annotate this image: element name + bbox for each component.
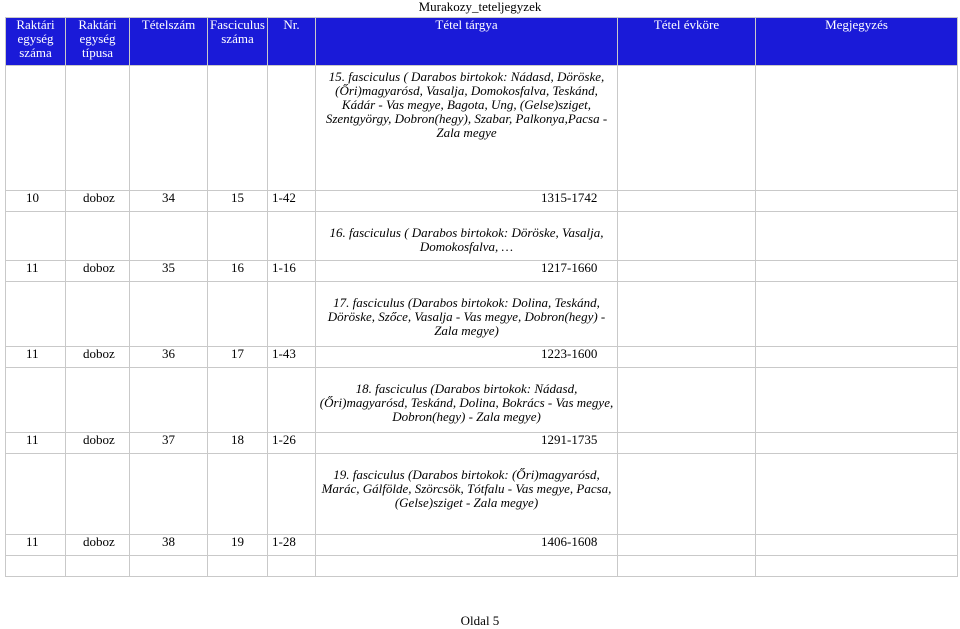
unit-number-cell: 10 — [6, 191, 66, 212]
item-number-cell: 36 — [130, 347, 208, 368]
fasciculus-cell: 16 — [208, 261, 268, 282]
item-subject: 18. fasciculus (Darabos birtokok: Nádasd, (Őri)magyarósd, Teskánd, Dolina, Bokrács - Vas megye, Dobron(hegy) - Zala megye) — [316, 368, 618, 433]
unit-number-cell: 11 — [6, 535, 66, 556]
column-header-subject: Tétel tárgya — [316, 18, 618, 66]
unit-type-cell: doboz — [66, 433, 130, 454]
item-number-cell: 34 — [130, 191, 208, 212]
nr-cell: 1-28 — [268, 535, 316, 556]
table-header-row — [6, 18, 958, 66]
unit-type-cell: doboz — [66, 191, 130, 212]
empty-row — [6, 556, 958, 577]
unit-number-cell: 11 — [6, 347, 66, 368]
item-subject: 16. fasciculus ( Darabos birtokok: Döröske, Vasalja, Domokosfalva, … — [316, 212, 618, 261]
notes-cell — [756, 261, 958, 282]
unit-type-cell: doboz — [66, 261, 130, 282]
unit-number-cell: 11 — [6, 261, 66, 282]
inventory-table — [5, 17, 958, 577]
nr-cell: 1-26 — [268, 433, 316, 454]
table-row — [6, 261, 958, 282]
item-number-cell: 35 — [130, 261, 208, 282]
unit-number-cell: 11 — [6, 433, 66, 454]
nr-cell: 1-43 — [268, 347, 316, 368]
subject-row — [6, 66, 958, 191]
fasciculus-cell: 17 — [208, 347, 268, 368]
page-footer — [0, 613, 960, 629]
fasciculus-cell: 19 — [208, 535, 268, 556]
item-number-cell: 38 — [130, 535, 208, 556]
years-cell: 1315-1742 — [618, 191, 756, 212]
table-row — [6, 191, 958, 212]
column-header-unit-type: Raktári egység típusa — [66, 18, 130, 66]
subject-row — [6, 454, 958, 535]
years-cell: 1291-1735 — [618, 433, 756, 454]
years-cell: 1406-1608 — [618, 535, 756, 556]
item-subject: 19. fasciculus (Darabos birtokok: (Őri)magyarósd, Marác, Gálfölde, Szörcsök, Tótfalu - Vas megye, Pacsa, (Gelse)sziget - Zala megye) — [316, 454, 618, 535]
item-subject: 15. fasciculus ( Darabos birtokok: Nádasd, Döröske, (Őri)magyarósd, Vasalja, Domokosfalva, Teskánd, Kádár - Vas megye, Bagota, Ung, (Gelse)sziget, Szentgyörgy, Dobron(hegy), Szabar, Palkonya,Pacsa - Zala megye — [316, 66, 618, 191]
years-cell: 1217-1660 — [618, 261, 756, 282]
column-header-unit-number: Raktári egység száma — [6, 18, 66, 66]
unit-type-cell: doboz — [66, 347, 130, 368]
column-header-item-number: Tételszám — [130, 18, 208, 66]
notes-cell — [756, 347, 958, 368]
subject-row — [6, 282, 958, 347]
document-title: Murakozy_teteljegyzek — [418, 0, 542, 14]
subject-row — [6, 368, 958, 433]
page-number: Oldal 5 — [460, 613, 500, 628]
fasciculus-cell: 18 — [208, 433, 268, 454]
column-header-fasciculus: Fasciculus száma — [208, 18, 268, 66]
nr-cell: 1-16 — [268, 261, 316, 282]
column-header-nr: Nr. — [268, 18, 316, 66]
notes-cell — [756, 191, 958, 212]
fasciculus-cell: 15 — [208, 191, 268, 212]
nr-cell: 1-42 — [268, 191, 316, 212]
item-number-cell: 37 — [130, 433, 208, 454]
notes-cell — [756, 535, 958, 556]
table-row — [6, 347, 958, 368]
table-row — [6, 535, 958, 556]
column-header-notes: Megjegyzés — [756, 18, 958, 66]
years-cell: 1223-1600 — [618, 347, 756, 368]
unit-type-cell: doboz — [66, 535, 130, 556]
notes-cell — [756, 433, 958, 454]
table-row — [6, 433, 958, 454]
subject-row — [6, 212, 958, 261]
item-subject: 17. fasciculus (Darabos birtokok: Dolina, Teskánd, Döröske, Szőce, Vasalja - Vas megye, Dobron(hegy) - Zala megye) — [316, 282, 618, 347]
column-header-years: Tétel évköre — [618, 18, 756, 66]
